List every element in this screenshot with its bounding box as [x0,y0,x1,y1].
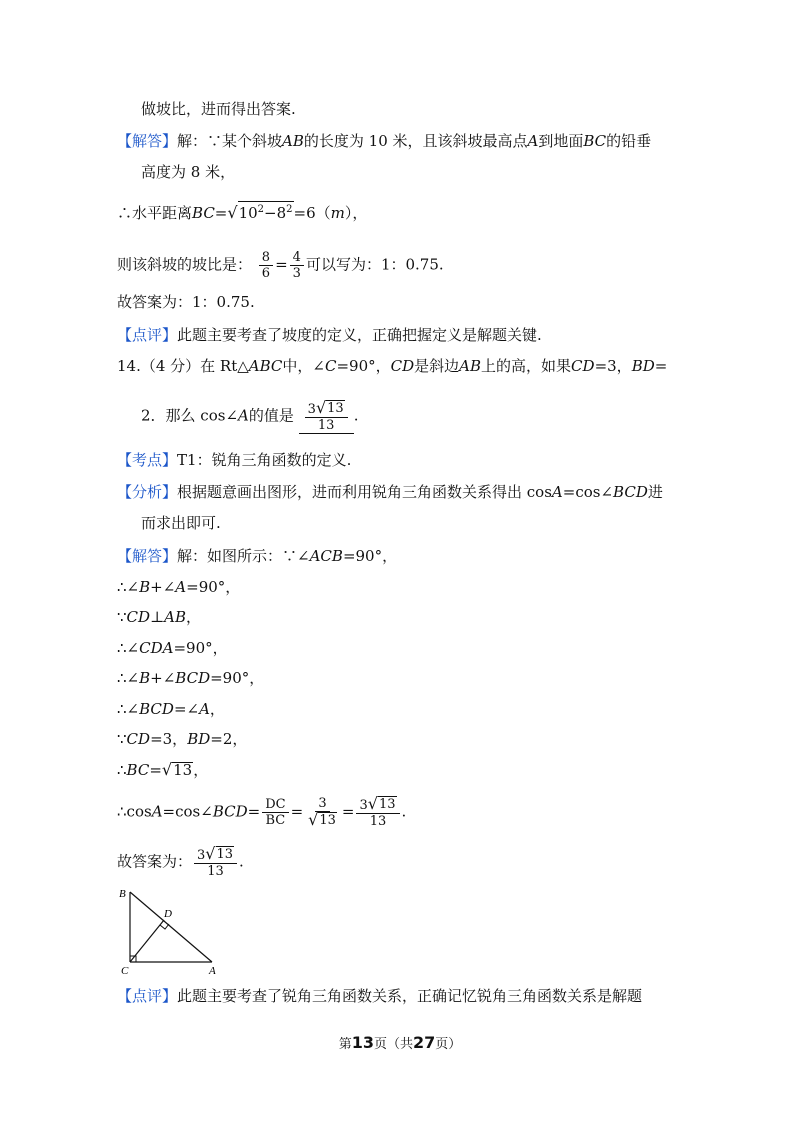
label-b: B [119,888,126,900]
text-line: 而求出即可. [141,514,221,532]
tag-answer: 【解答】 [117,132,178,150]
text-line: 故答案为：1：0.75. [117,293,255,311]
text-line: 故答案为： 3 √ 13 13 . [117,844,244,879]
step-line: ∵CD⊥AB， [117,608,202,626]
fraction: $\frac{4}{3}$ [290,250,304,281]
side-ab [130,892,212,962]
text-line: 高度为 8 米， [141,163,236,181]
triangle-figure [116,886,226,976]
answer-blank: 3 √ 13 13 [299,400,354,434]
step-line: ∴∠BCD=∠A， [117,700,225,718]
radical: √ $10^2-8^2$ [227,203,293,222]
text-line: 则该斜坡的坡比是： $\frac{8}{6}$ = $\frac{4}{3}$ 可以写为：1：0.75. [117,250,444,281]
text-line: 【解答】解：如图所示：∵∠ACB=90°， [117,547,398,565]
text-line: ∴水平距离BC= √ $10^2-8^2$ =6（m）， [117,203,368,222]
question-14: 14.（4 分）在 Rt△ABC中，∠C=90°，CD是斜边AB上的高，如果CD=3，BD= [117,357,668,375]
step-line: ∵CD=3，BD=2， [117,730,248,748]
fraction: $\frac{8}{6}$ [259,250,273,281]
page-total: 27 [413,1033,436,1052]
radical: √ 13 [161,760,193,779]
step-line: ∴∠CDA=90°， [117,639,228,657]
fraction: 3 √ 13 [308,796,336,829]
fraction: 3 √ 13 13 [194,846,237,879]
text-line: 做坡比，进而得出答案. [141,100,296,118]
tag-answer: 【解答】 [117,547,178,565]
text-line: 【分析】根据题意画出图形，进而利用锐角三角函数关系得出 cosA=cos∠BCD进 [117,483,663,501]
page-footer: 第13页（共27页） [338,1033,462,1052]
text-line: 【点评】此题主要考查了坡度的定义，正确把握定义是解题关键. [117,326,542,344]
label-a: A [209,965,216,976]
text-line: 【考点】T1：锐角三角函数的定义. [117,451,352,469]
step-line: ∴∠B+∠A=90°， [117,578,241,596]
step-line: ∴∠B+∠BCD=90°， [117,669,265,687]
tag-comment: 【点评】 [117,326,178,344]
tag-analysis: 【分析】 [117,483,178,501]
label-d: D [164,908,172,920]
text-line: 2．那么 cos∠A的值是 3 √ 13 13 . [141,398,359,433]
page-number: 13 [351,1033,374,1052]
label-c: C [121,965,129,976]
tag-topic: 【考点】 [117,451,178,469]
step-line: ∴cosA=cos∠BCD= $\frac{DC}{BC}$ = 3 √ 13 = 3 √ 13 13 . [117,794,407,829]
tag-comment: 【点评】 [117,987,178,1005]
step-line: ∴BC= √ 13 ， [117,760,209,779]
text-line: 【解答】解：∵某个斜坡AB的长度为 10 米，且该斜坡最高点A到地面BC的铅垂 [117,132,652,150]
fraction: $\frac{DC}{BC}$ [262,797,288,828]
text-line: 【点评】此题主要考查了锐角三角函数关系，正确记忆锐角三角函数关系是解题 [117,987,643,1005]
fraction: 3 √ 13 13 [356,796,399,829]
